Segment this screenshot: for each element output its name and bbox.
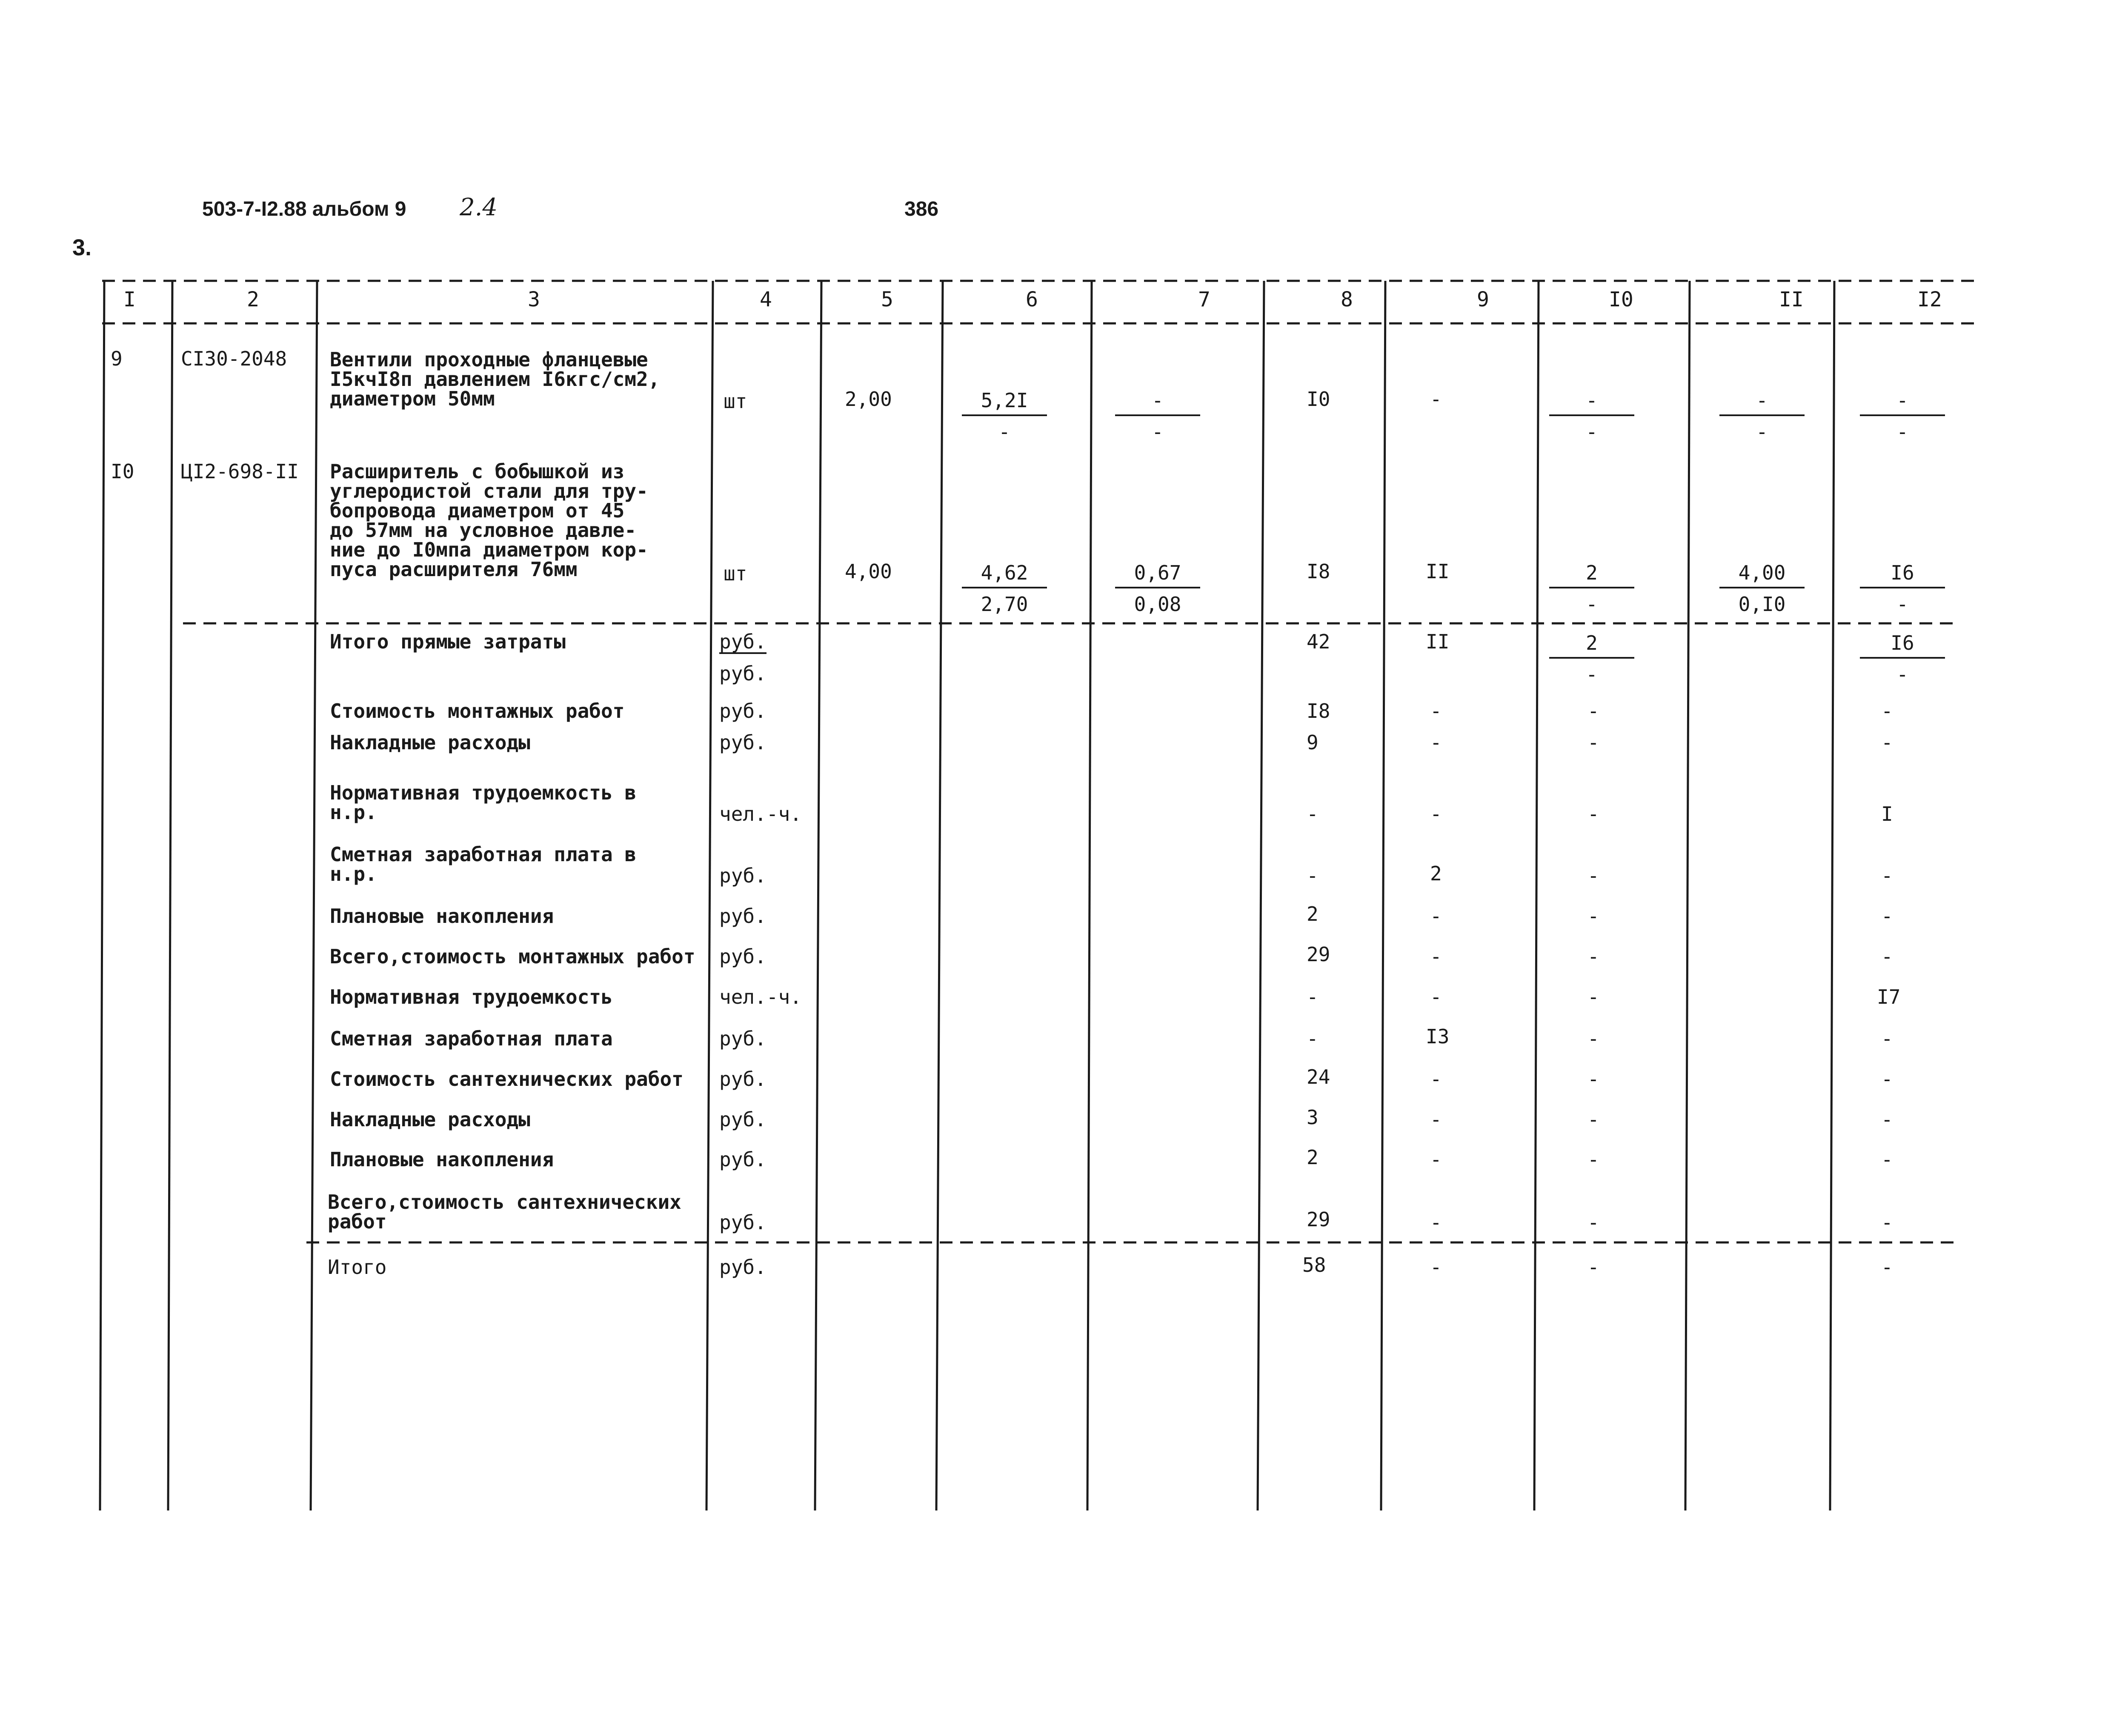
summary-value-9: II bbox=[1426, 630, 1450, 653]
summary-value-8: 2 bbox=[1307, 902, 1319, 925]
summary-value-10: - bbox=[1587, 1211, 1599, 1234]
summary-label: Накладные расходы bbox=[330, 731, 530, 754]
row-cost-6: 5,2I - bbox=[962, 387, 1047, 445]
row-quantity: 2,00 bbox=[845, 388, 892, 411]
summary-value-9: - bbox=[1430, 802, 1442, 825]
page-number: 386 bbox=[904, 198, 939, 220]
summary-unit: чел.-ч. bbox=[719, 985, 802, 1008]
summary-value-12: I6 - bbox=[1860, 630, 1945, 688]
summary-value-8: I8 bbox=[1307, 700, 1330, 722]
summary-value-8: - bbox=[1307, 802, 1319, 825]
row-number: I0 bbox=[111, 460, 134, 483]
summary-label: Плановые накопления bbox=[330, 905, 554, 928]
total-value-8: 58 bbox=[1302, 1253, 1326, 1276]
summary-value-10: - bbox=[1587, 1027, 1599, 1050]
summary-label: Сметная заработная плата в н.р. bbox=[330, 843, 637, 885]
summary-value-12: - bbox=[1881, 1027, 1893, 1050]
summary-label: Сметная заработная плата bbox=[330, 1027, 613, 1050]
row-value-9: II bbox=[1426, 560, 1450, 583]
summary-value-12: - bbox=[1881, 1068, 1893, 1091]
summary-unit: руб. bbox=[719, 700, 767, 722]
summary-value-10: - bbox=[1587, 802, 1599, 825]
summary-label: Итого прямые затраты bbox=[330, 630, 566, 653]
summary-value-10: - bbox=[1587, 1108, 1599, 1131]
column-header-2: 2 bbox=[247, 288, 259, 311]
row-value-8: I8 bbox=[1307, 560, 1330, 583]
summary-unit: руб. bbox=[719, 1068, 767, 1091]
summary-label: Стоимость сантехнических работ bbox=[330, 1068, 684, 1091]
summary-value-12: - bbox=[1881, 905, 1893, 928]
summary-unit: руб. bbox=[719, 905, 767, 928]
summary-unit: руб. bbox=[719, 1211, 767, 1234]
summary-value-10: - bbox=[1587, 700, 1599, 722]
summary-value-12: - bbox=[1881, 1211, 1893, 1234]
handwritten-note: 2.4 bbox=[460, 194, 498, 221]
row-value-12: I6 - bbox=[1860, 560, 1945, 617]
summary-value-9: - bbox=[1430, 905, 1442, 928]
summary-unit: руб. bbox=[719, 731, 767, 754]
row-value-8: I0 bbox=[1307, 388, 1330, 411]
summary-label: Нормативная трудоемкость в н.р. bbox=[330, 781, 637, 824]
summary-value-8: 24 bbox=[1307, 1065, 1330, 1088]
summary-value-12: - bbox=[1881, 700, 1893, 722]
document-code: 503-7-I2.88 альбом 9 bbox=[202, 198, 406, 220]
summary-value-9: - bbox=[1430, 1148, 1442, 1171]
total-label: Итого bbox=[328, 1256, 387, 1279]
summary-unit-secondary: руб. bbox=[719, 662, 767, 685]
column-header-8: 8 bbox=[1341, 288, 1353, 311]
row-value-9: - bbox=[1430, 388, 1442, 411]
row-cost-6: 4,62 2,70 bbox=[962, 560, 1047, 617]
summary-value-9: I3 bbox=[1426, 1025, 1450, 1048]
total-value-10: - bbox=[1587, 1256, 1599, 1279]
summary-label: Плановые накопления bbox=[330, 1148, 554, 1171]
row-code: CI30-2048 bbox=[181, 347, 287, 370]
row-description: Расширитель с бобышкой из углеродистой стали для тру- бопровода диаметром от 45 до 57мм на условное давле- ние до I0мпа диаметром кор- пуса расширителя 76мм bbox=[330, 460, 648, 581]
summary-unit: руб. bbox=[719, 945, 767, 968]
row-description: Вентили проходные фланцевые I5кчI8п давлением I6кгс/см2, диаметром 50мм bbox=[330, 348, 660, 410]
row-code: ЦI2-698-II bbox=[181, 460, 299, 483]
summary-value-9: - bbox=[1430, 1211, 1442, 1234]
column-header-1: I bbox=[123, 288, 136, 311]
summary-value-8: 2 bbox=[1307, 1146, 1319, 1169]
summary-label: Накладные расходы bbox=[330, 1108, 530, 1131]
summary-unit: руб. bbox=[719, 1027, 767, 1050]
summary-unit: чел.-ч. bbox=[719, 802, 802, 825]
summary-value-12: - bbox=[1881, 731, 1893, 754]
summary-value-8: 3 bbox=[1307, 1106, 1319, 1129]
column-header-5: 5 bbox=[881, 288, 893, 311]
row-value-12: - - bbox=[1860, 387, 1945, 445]
summary-value-10: - bbox=[1587, 945, 1599, 968]
summary-value-10: - bbox=[1587, 985, 1599, 1008]
row-quantity: 4,00 bbox=[845, 560, 892, 583]
column-header-7: 7 bbox=[1198, 288, 1210, 311]
column-header-10: I0 bbox=[1609, 288, 1633, 311]
summary-value-9: - bbox=[1430, 1068, 1442, 1091]
column-header-6: 6 bbox=[1026, 288, 1038, 311]
column-header-9: 9 bbox=[1477, 288, 1489, 311]
summary-value-10: - bbox=[1587, 731, 1599, 754]
row-cost-7: 0,67 0,08 bbox=[1115, 560, 1200, 617]
summary-value-8: - bbox=[1307, 985, 1319, 1008]
summary-unit: руб. bbox=[719, 1108, 767, 1131]
row-value-10: 2 - bbox=[1549, 560, 1634, 617]
row-value-11: 4,00 0,I0 bbox=[1719, 560, 1805, 617]
row-unit: шт bbox=[724, 562, 747, 585]
total-unit: руб. bbox=[719, 1256, 767, 1279]
row-unit: шт bbox=[724, 390, 747, 413]
summary-label: Всего,стоимость сантехнических работ bbox=[328, 1191, 681, 1233]
row-number: 9 bbox=[111, 347, 123, 370]
summary-value-12: I7 bbox=[1877, 985, 1901, 1008]
summary-label: Стоимость монтажных работ bbox=[330, 700, 625, 722]
summary-value-12: - bbox=[1881, 1108, 1893, 1131]
row-value-10: - - bbox=[1549, 387, 1634, 445]
column-header-11: II bbox=[1779, 288, 1804, 311]
summary-value-8: 9 bbox=[1307, 731, 1319, 754]
summary-value-10: 2 - bbox=[1549, 630, 1634, 688]
column-header-12: I2 bbox=[1917, 288, 1942, 311]
summary-value-9: 2 bbox=[1430, 862, 1442, 885]
column-header-3: 3 bbox=[528, 288, 540, 311]
summary-value-8: 29 bbox=[1307, 1208, 1330, 1231]
summary-value-9: - bbox=[1430, 985, 1442, 1008]
summary-value-12: - bbox=[1881, 864, 1893, 887]
summary-value-12: I bbox=[1881, 802, 1893, 825]
summary-unit: руб. bbox=[719, 864, 767, 887]
summary-value-9: - bbox=[1430, 1108, 1442, 1131]
summary-label: Всего,стоимость монтажных работ bbox=[330, 945, 695, 968]
summary-value-8: - bbox=[1307, 864, 1319, 887]
summary-value-8: 42 bbox=[1307, 630, 1330, 653]
summary-value-10: - bbox=[1587, 1148, 1599, 1171]
summary-value-8: 29 bbox=[1307, 943, 1330, 966]
row-cost-7: - - bbox=[1115, 387, 1200, 445]
column-header-4: 4 bbox=[760, 288, 772, 311]
section-number: 3. bbox=[72, 235, 92, 260]
total-value-12: - bbox=[1881, 1256, 1893, 1279]
summary-label: Нормативная трудоемкость bbox=[330, 985, 613, 1008]
summary-value-9: - bbox=[1430, 700, 1442, 722]
summary-unit: руб. bbox=[719, 1148, 767, 1171]
summary-value-8: - bbox=[1307, 1027, 1319, 1050]
summary-value-12: - bbox=[1881, 945, 1893, 968]
summary-value-9: - bbox=[1430, 731, 1442, 754]
summary-value-12: - bbox=[1881, 1148, 1893, 1171]
summary-value-10: - bbox=[1587, 905, 1599, 928]
row-value-11: - - bbox=[1719, 387, 1805, 445]
summary-value-10: - bbox=[1587, 864, 1599, 887]
summary-value-9: - bbox=[1430, 945, 1442, 968]
summary-value-10: - bbox=[1587, 1068, 1599, 1091]
summary-unit: руб. bbox=[719, 630, 767, 653]
total-value-9: - bbox=[1430, 1256, 1442, 1279]
